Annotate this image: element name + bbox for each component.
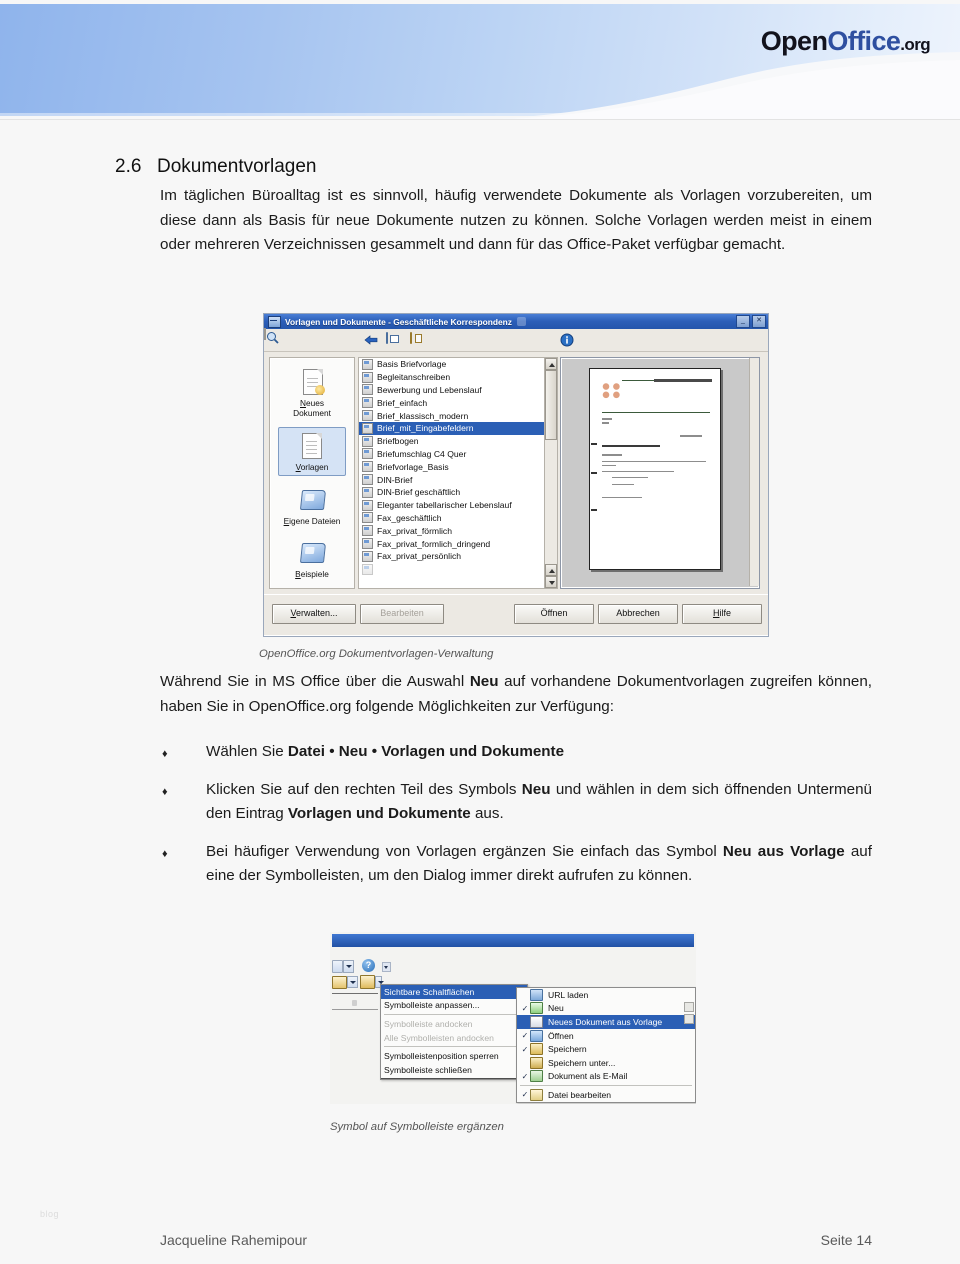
hilfe-button[interactable]: Hilfe xyxy=(682,604,762,624)
template-list-item[interactable] xyxy=(359,371,557,384)
checkmark-icon: ✓ xyxy=(521,1071,529,1081)
preview-page-thumbnail xyxy=(589,368,721,570)
bullet-text: Klicken Sie auf den rechten Teil des Symbols Neu und wählen in dem sich öffnenden Untermenü den Eintrag Vorlagen und Dokumente aus. xyxy=(206,780,872,823)
template-list-item[interactable] xyxy=(359,396,557,409)
template-list-item-label: Fax_geschäftlich xyxy=(377,512,442,523)
menu-item-label: Sichtbare Schaltflächen xyxy=(384,986,475,997)
logo-text-office: Office xyxy=(827,26,901,56)
rail-item-samples[interactable]: Beispiele xyxy=(279,535,345,582)
scroll-up-button-2[interactable] xyxy=(545,564,557,576)
page-title xyxy=(115,156,316,178)
checkmark-icon: ✓ xyxy=(521,1090,529,1100)
template-list-item-label: Basis Briefvorlage xyxy=(377,359,447,370)
template-list-item-label: DIN-Brief geschäftlich xyxy=(377,487,461,498)
submenu-item-label: Datei bearbeiten xyxy=(548,1089,612,1100)
scroll-up-button[interactable] xyxy=(545,358,557,370)
section-title-text: Dokumentvorlagen xyxy=(157,156,317,177)
bearbeiten-button: Bearbeiten xyxy=(360,604,444,624)
template-list-item-label: Eleganter tabellarischer Lebenslauf xyxy=(377,500,512,511)
template-list-item[interactable] xyxy=(359,435,557,448)
template-file-icon xyxy=(362,500,373,511)
page-header xyxy=(0,0,960,120)
template-file-icon xyxy=(362,461,373,472)
menu-item[interactable] xyxy=(381,1063,527,1077)
rail-item-new-document[interactable]: Neues Dokument xyxy=(279,364,345,421)
template-list-item-label: Fax_privat_förmlich xyxy=(377,525,452,536)
edit-file-icon xyxy=(530,1089,543,1101)
menu-item[interactable] xyxy=(381,999,527,1013)
template-list-item[interactable] xyxy=(359,473,557,486)
template-file-icon xyxy=(362,436,373,447)
page-watermark: blog xyxy=(40,1209,60,1219)
minimize-button[interactable]: _ xyxy=(736,315,750,328)
bullet-marker: ♦ xyxy=(162,785,168,798)
submenu-scroll-markers xyxy=(684,984,694,1044)
preview-toggle-icon[interactable] xyxy=(264,328,266,340)
submenu-item-label: Speichern unter... xyxy=(548,1057,616,1068)
context-menu-items[interactable] xyxy=(381,985,527,1079)
rail-item-my-documents[interactable]: Eigene Dateien xyxy=(279,482,345,529)
header-wave-decoration xyxy=(400,52,960,120)
template-list-item-label: Brief_mit_Eingabefeldern xyxy=(377,423,474,434)
list-scrollbar[interactable] xyxy=(544,358,557,588)
template-file-icon xyxy=(362,397,373,408)
header-divider xyxy=(0,119,960,120)
second-paragraph: Während Sie in MS Office über die Auswahl Neu auf vorhandene Dokumentvorlagen zugreifen können, haben Sie in OpenOffice.org folgende Möglichkeiten zur Verfügung: xyxy=(160,673,873,715)
bullet-text: Bei häufiger Verwendung von Vorlagen ergänzen Sie einfach das Symbol Neu aus Vorlage auf eine der Symbolleisten, um den Dialog immer direkt aufrufen zu können. xyxy=(206,842,872,885)
template-file-icon xyxy=(362,487,373,498)
dialog-button-bar xyxy=(264,594,768,635)
scroll-down-button[interactable] xyxy=(545,576,557,588)
template-file-icon xyxy=(362,538,373,549)
footer-page-number: Seite 14 xyxy=(820,1232,872,1248)
template-list-item-label: Brief_klassisch_modern xyxy=(377,410,469,421)
handle-dot-icon xyxy=(352,1000,357,1006)
bullet-marker: ♦ xyxy=(162,847,168,860)
rail-item-templates[interactable]: Vorlagen xyxy=(278,427,346,476)
menu-item-label: Symbolleistenposition sperren xyxy=(384,1051,499,1062)
menu-item xyxy=(381,1017,527,1031)
checkmark-icon: ✓ xyxy=(521,1044,529,1054)
logo-text-open: Open xyxy=(760,26,828,56)
template-file-icon xyxy=(362,564,373,575)
template-list-item[interactable] xyxy=(359,384,557,397)
dropdown-arrow-icon[interactable] xyxy=(343,960,354,973)
dialog-category-rail xyxy=(269,357,355,589)
submenu-item-label: URL laden xyxy=(548,989,589,1000)
menu-item-label: Symbolleiste anpassen... xyxy=(384,1000,480,1011)
template-list-item-label: Brief_einfach xyxy=(377,397,428,408)
template-list-item-label: Fax_privat_formlich_dringend xyxy=(377,538,491,549)
template-list-item-clipped[interactable] xyxy=(359,563,557,576)
stamp-icon[interactable] xyxy=(360,975,375,989)
help-icon[interactable]: ? xyxy=(362,959,375,972)
mail-icon xyxy=(530,1070,543,1082)
template-preview-pane xyxy=(560,357,760,589)
template-list-item[interactable] xyxy=(359,422,557,435)
toolbar-overflow-arrow-icon[interactable] xyxy=(382,962,391,972)
bullet-marker: ♦ xyxy=(162,748,168,760)
intro-paragraph: Im täglichen Büroalltag ist es sinnvoll, häufig verwendete Dokumente als Vorlagen vorzubereiten, um diese dann als Basis für neue Dokumente nutzen zu können. Solche Vorlagen werden meist in einem oder mehreren Verzeichnissen gesammelt und dann für das Office-Paket verfügbar gemacht. xyxy=(160,187,872,254)
template-list-item[interactable] xyxy=(359,486,557,499)
menu-item-label: Alle Symbolleisten andocken xyxy=(384,1032,494,1043)
list-item xyxy=(160,740,872,765)
template-file-icon xyxy=(362,423,373,434)
samples-icon xyxy=(297,538,327,568)
scrollbar-thumb[interactable] xyxy=(545,370,557,440)
template-list-item-label: Bewerbung und Lebenslauf xyxy=(377,384,482,395)
gallery-dropdown-icon[interactable] xyxy=(347,976,358,988)
figure-caption-1: OpenOffice.org Dokumentvorlagen-Verwaltung xyxy=(259,648,494,660)
visible-buttons-submenu[interactable] xyxy=(516,987,696,1103)
template-list-item[interactable] xyxy=(359,512,557,525)
bullet-text: Wählen Sie Datei • Neu • Vorlagen und Dokumente xyxy=(206,743,565,760)
abbrechen-button[interactable]: Abbrechen xyxy=(598,604,678,624)
logo-text-org: .org xyxy=(900,35,930,54)
preview-logo-mark xyxy=(602,383,622,399)
submenu-item-label: Neu xyxy=(548,1003,564,1014)
submenu-divider xyxy=(520,1085,692,1086)
submenu-item-label: Speichern xyxy=(548,1044,587,1055)
template-list-item[interactable] xyxy=(359,409,557,422)
new-from-template-icon xyxy=(530,1016,543,1028)
dialog-toolbar xyxy=(264,329,768,352)
menu-divider xyxy=(384,1046,524,1047)
template-list[interactable] xyxy=(358,357,558,589)
submenu-items[interactable] xyxy=(517,988,695,1102)
bullet-list xyxy=(160,740,872,902)
template-list-item[interactable] xyxy=(359,499,557,512)
templates-icon xyxy=(297,431,327,461)
oeffnen-button[interactable]: Öffnen xyxy=(514,604,594,624)
submenu-item[interactable] xyxy=(517,1029,695,1043)
template-list-item[interactable] xyxy=(359,524,557,537)
figure-caption-2: Symbol auf Symbolleiste ergänzen xyxy=(330,1121,504,1133)
template-file-icon xyxy=(362,384,373,395)
menu-item xyxy=(381,1031,527,1045)
template-list-item-label: Briefumschlag C4 Quer xyxy=(377,448,467,459)
toolbar-button-partial-icon[interactable] xyxy=(332,960,343,973)
template-file-icon xyxy=(362,512,373,523)
template-file-icon xyxy=(362,410,373,421)
verwalten-button[interactable]: Verwalten... xyxy=(272,604,356,624)
menu-item-label: Symbolleiste andocken xyxy=(384,1018,473,1029)
scroll-down-marker-icon[interactable] xyxy=(684,1014,694,1024)
dialog-titlebar[interactable] xyxy=(264,314,768,329)
template-list-item[interactable] xyxy=(359,460,557,473)
save-icon xyxy=(530,1043,543,1055)
up-one-level-icon[interactable] xyxy=(386,333,400,347)
template-file-icon xyxy=(362,525,373,536)
submenu-item-label: Öffnen xyxy=(548,1030,574,1041)
template-list-item[interactable] xyxy=(359,537,557,550)
template-list-item[interactable] xyxy=(359,358,557,371)
template-list-items[interactable] xyxy=(359,358,557,576)
template-list-item-label: Briefvorlage_Basis xyxy=(377,461,449,472)
submenu-item[interactable] xyxy=(517,1042,695,1056)
openoffice-logo xyxy=(761,28,930,55)
submenu-item[interactable] xyxy=(517,1015,695,1029)
app-titlebar xyxy=(332,934,694,947)
template-list-item-label: DIN-Brief xyxy=(377,474,413,485)
template-list-item[interactable] xyxy=(359,550,557,563)
gallery-icon[interactable] xyxy=(332,976,347,989)
checkmark-icon: ✓ xyxy=(521,1031,529,1041)
url-load-icon xyxy=(530,989,543,1001)
list-item xyxy=(160,840,872,889)
template-file-icon xyxy=(362,359,373,370)
preview-scrollbar[interactable] xyxy=(749,358,759,586)
document-info-icon[interactable] xyxy=(560,333,574,347)
default-directory-icon[interactable] xyxy=(410,333,424,347)
new-icon xyxy=(530,1002,543,1014)
template-list-item[interactable] xyxy=(359,448,557,461)
menu-item-label: Symbolleiste schließen xyxy=(384,1064,472,1075)
toolbar-context-menu[interactable] xyxy=(380,984,528,1080)
new-document-icon xyxy=(297,367,327,397)
template-list-item-label: Begleitanschreiben xyxy=(377,372,451,383)
submenu-item[interactable] xyxy=(517,988,695,1002)
dialog-body xyxy=(264,352,768,594)
template-file-icon xyxy=(362,372,373,383)
back-arrow-icon[interactable] xyxy=(364,333,378,347)
menu-item[interactable] xyxy=(381,985,527,999)
submenu-item[interactable] xyxy=(517,1088,695,1102)
section-number: 2.6 xyxy=(115,156,142,177)
menu-bottom-rule xyxy=(381,1078,527,1079)
list-item xyxy=(160,778,872,827)
submenu-item-label: Neues Dokument aus Vorlage xyxy=(548,1016,663,1027)
template-list-item-label: Briefbogen xyxy=(377,436,419,447)
save-as-icon xyxy=(530,1057,543,1069)
footer-author: Jacqueline Rahemipour xyxy=(160,1232,308,1248)
submenu-item[interactable] xyxy=(517,1002,695,1016)
scroll-up-marker-icon[interactable] xyxy=(684,1002,694,1012)
open-icon xyxy=(530,1030,543,1042)
toolbar-contextmenu-screenshot xyxy=(330,932,696,1104)
window-icon xyxy=(268,316,281,328)
submenu-item[interactable] xyxy=(517,1056,695,1070)
menu-item[interactable] xyxy=(381,1049,527,1063)
checkmark-icon: ✓ xyxy=(521,1003,529,1013)
my-documents-icon xyxy=(297,485,327,515)
submenu-item[interactable] xyxy=(517,1070,695,1084)
title-badge-icon xyxy=(517,317,526,326)
template-list-item-label: Fax_privat_persönlich xyxy=(377,551,462,562)
template-file-icon xyxy=(362,551,373,562)
submenu-item-label: Dokument als E-Mail xyxy=(548,1071,628,1082)
dialog-title: Vorlagen und Dokumente - Geschäftliche Korrespondenz xyxy=(285,316,512,327)
template-file-icon xyxy=(362,474,373,485)
menu-divider xyxy=(384,1014,524,1015)
template-file-icon xyxy=(362,448,373,459)
close-button[interactable]: ✕ xyxy=(752,315,766,328)
templates-dialog-screenshot xyxy=(263,313,769,637)
